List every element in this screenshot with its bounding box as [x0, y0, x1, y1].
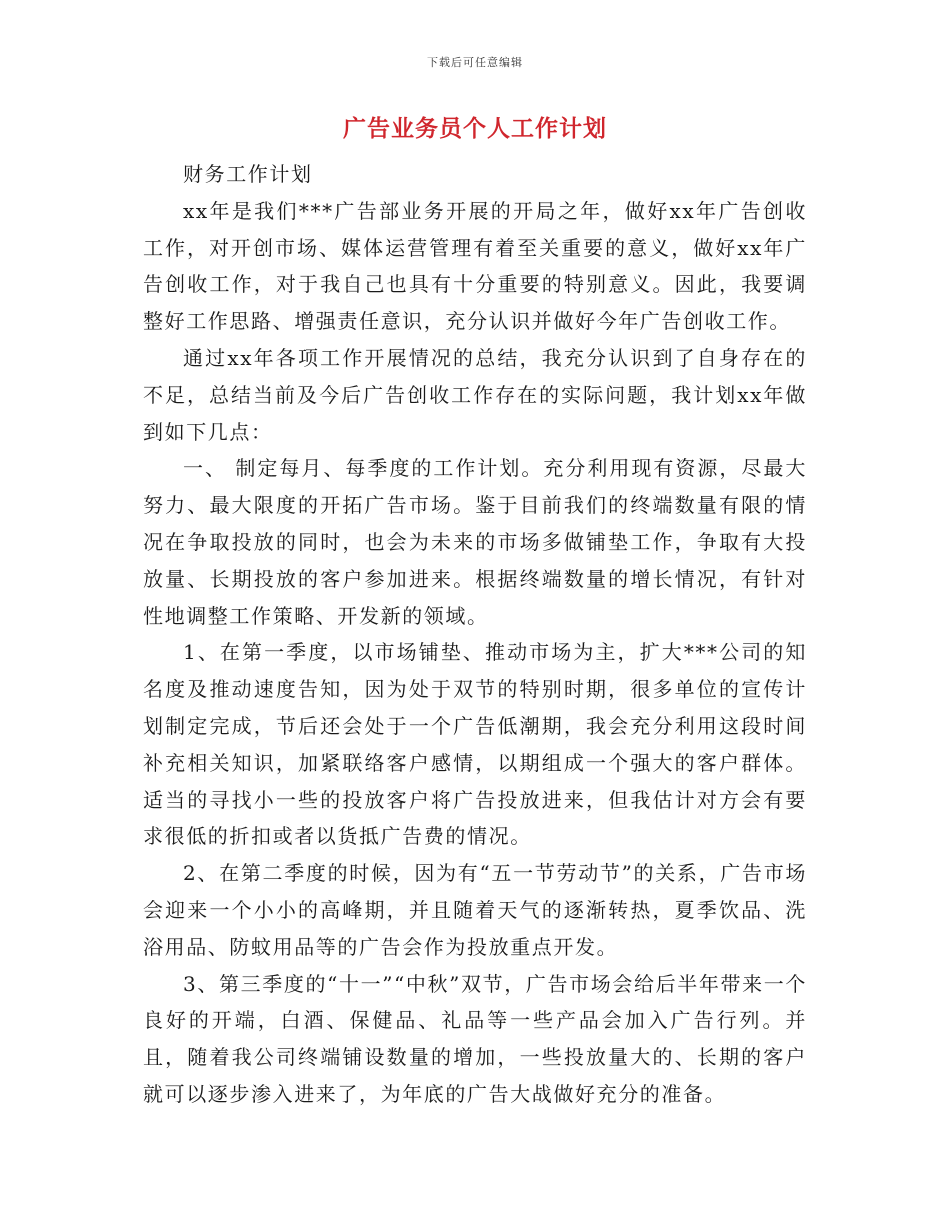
document-title: 广告业务员个人工作计划	[343, 116, 607, 142]
paragraph: xx年是我们***广告部业务开展的开局之年，做好xx年广告创收工作，对开创市场、媒体运营管理有着至关重要的意义，做好xx年广告创收工作，对于我自己也具有十分重要的特别意义。因此，我要调整好工作思路、增强责任意识，充分认识并做好今年广告创收工作。	[143, 198, 807, 334]
paragraph: 一、 制定每月、每季度的工作计划。充分利用现有资源，尽最大努力、最大限度的开拓广告市场。鉴于目前我们的终端数量有限的情况在争取投放的同时，也会为未来的市场多做铺垫工作，争取有大投放量、长期投放的客户参加进来。根据终端数量的增长情况，有针对性地调整工作策略、开发新的领域。	[143, 456, 807, 628]
paragraph: 3、第三季度的“十一”“中秋”双节，广告市场会给后半年带来一个良好的开端，白酒、保健品、礼品等一些产品会加入广告行列。并且，随着我公司终端铺设数量的增加，一些投放量大的、长期的客户就可以逐步渗入进来了，为年底的广告大战做好充分的准备。	[143, 971, 807, 1106]
header-note: 下载后可任意编辑	[427, 56, 523, 69]
section-heading: 财务工作计划	[183, 162, 313, 186]
document-body	[143, 156, 807, 1113]
paragraph: 通过xx年各项工作开展情况的总结，我充分认识到了自身存在的不足，总结当前及今后广告创收工作存在的实际问题，我计划xx年做到如下几点：	[143, 345, 807, 444]
paragraph: 1、在第一季度，以市场铺垫、推动市场为主，扩大***公司的知名度及推动速度告知，因为处于双节的特别时期，很多单位的宣传计划制定完成，节后还会处于一个广告低潮期，我会充分利用这段时间补充相关知识，加紧联络客户感情，以期组成一个强大的客户群体。适当的寻找小一些的投放客户将广告投放进来，但我估计对方会有要求很低的折扣或者以货抵广告费的情况。	[143, 640, 807, 849]
paragraph: 2、在第二季度的时候，因为有“五一节劳动节”的关系，广告市场会迎来一个小小的高峰期，并且随着天气的逐渐转热，夏季饮品、洗浴用品、防蚊用品等的广告会作为投放重点开发。	[143, 861, 807, 959]
